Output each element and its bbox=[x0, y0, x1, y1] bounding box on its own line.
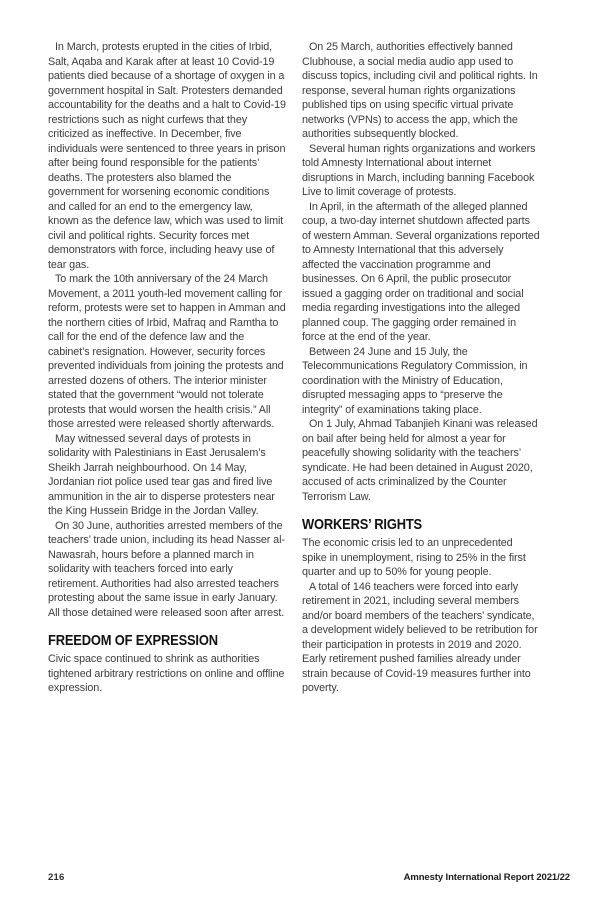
paragraph-economic-crisis: The economic crisis led to an unprecedented spike in unemployment, rising to 25% in the first quarter and up to 50% for young people. bbox=[302, 537, 526, 578]
paragraph-kinani-release: On 1 July, Ahmad Tabanjieh Kinani was released on bail after being held for almost a year for peacefully showing solidarity with the teachers’ syndicate. He had been detained in August 2020, accused of acts criminalized by the Counter Terrorism Law. bbox=[302, 418, 538, 503]
section-heading-workers-rights bbox=[302, 517, 540, 533]
paragraph-clubhouse-ban: On 25 March, authorities effectively banned Clubhouse, a social media audio app used to discuss topics, including civil and political rights. In response, several human rights organizations published tips on using specific virtual private networks (VPNs) to access the app, which the authorities subsequently blocked. bbox=[302, 41, 538, 140]
paragraph-protests-march: In March, protests erupted in the cities of Irbid, Salt, Aqaba and Karak after at least 10 Covid-19 patients died because of a shortage of oxygen in a government hospital in Salt. Protesters demanded accountability for the deaths and a halt to Covid-19 restrictions such as night curfews that they criticized as ineffective. In December, five individuals were sentenced to three years in prison after being found responsible for the patients’ deaths. The protesters also blamed the government for worsening economic conditions and called for an end to the emergency law, known as the defence law, which was used to limit civil and political rights. Security forces met demonstrators with force, including heavy use of tear gas. bbox=[48, 41, 286, 271]
paragraph-may-protests: May witnessed several days of protests in solidarity with Palestinians in East Jerusalem’s Sheikh Jarrah neighbourhood. On 14 May, Jordanian riot police used tear gas and fired live ammunition in the air to disperse protesters near the King Hussein Bridge in the Jordan Valley. bbox=[48, 432, 275, 517]
section-heading-text: FREEDOM OF EXPRESSION bbox=[48, 632, 218, 649]
two-column-text-area bbox=[48, 40, 540, 696]
paragraph-civic-space: Civic space continued to shrink as authorities tightened arbitrary restrictions on online and offline expression. bbox=[48, 653, 285, 694]
page-number: 216 bbox=[48, 872, 65, 883]
paragraph-messaging-apps-disruption: Between 24 June and 15 July, the Telecommunications Regulatory Commission, in coordination with the Ministry of Education, disrupted messaging apps to “preserve the integrity” of examinations taking place. bbox=[302, 345, 528, 416]
left-column bbox=[48, 40, 286, 696]
right-column bbox=[302, 40, 540, 696]
report-title: Amnesty International Report 2021/22 bbox=[403, 872, 570, 883]
paragraph-march-movement: To mark the 10th anniversary of the 24 March Movement, a 2011 youth-led movement calling for reform, protests were set to happen in Amman and the northern cities of Irbid, Mafraq and Ramtha to call for the end of the defence law and the cabinet’s resignation. However, security forces prevented individuals from joining the protests and arrested dozens of others. The interior minister stated that the government “would not tolerate protests that would worsen the health crisis.” All those arrested were released shortly afterwards. bbox=[48, 273, 286, 430]
section-heading-freedom-of-expression bbox=[48, 633, 286, 649]
paragraph-internet-shutdown-gagging-order: In April, in the aftermath of the alleged planned coup, a two-day internet shutdown affected parts of western Amman. Several organizations reported to Amnesty International that this adversely affected the vaccination programme and businesses. On 6 April, the public prosecutor issued a gagging order on traditional and social media regarding investigations into the alleged planned coup. The gagging order remained in force at the end of the year. bbox=[302, 200, 540, 343]
page-footer bbox=[48, 872, 570, 883]
section-heading-text: WORKERS’ RIGHTS bbox=[302, 516, 422, 533]
paragraph-internet-disruptions: Several human rights organizations and workers told Amnesty International about internet disruptions in March, including banning Facebook Live to limit coverage of protests. bbox=[302, 142, 536, 198]
paragraph-teachers-union-arrests: On 30 June, authorities arrested members of the teachers’ trade union, including its head Nasser al-Nawasrah, hours before a planned march in solidarity with teachers forced into early retirement. Authorities had also arrested teachers protesting about the same issue in early January. All those detained were released soon after arrest. bbox=[48, 519, 285, 619]
paragraph-teachers-early-retirement: A total of 146 teachers were forced into early retirement in 2021, including several members and/or board members of the teachers’ syndicate, a development widely believed to be retribution for their participation in protests in 2019 and 2020. Early retirement pushed families already under strain because of Covid-19 measures further into poverty. bbox=[302, 580, 538, 694]
